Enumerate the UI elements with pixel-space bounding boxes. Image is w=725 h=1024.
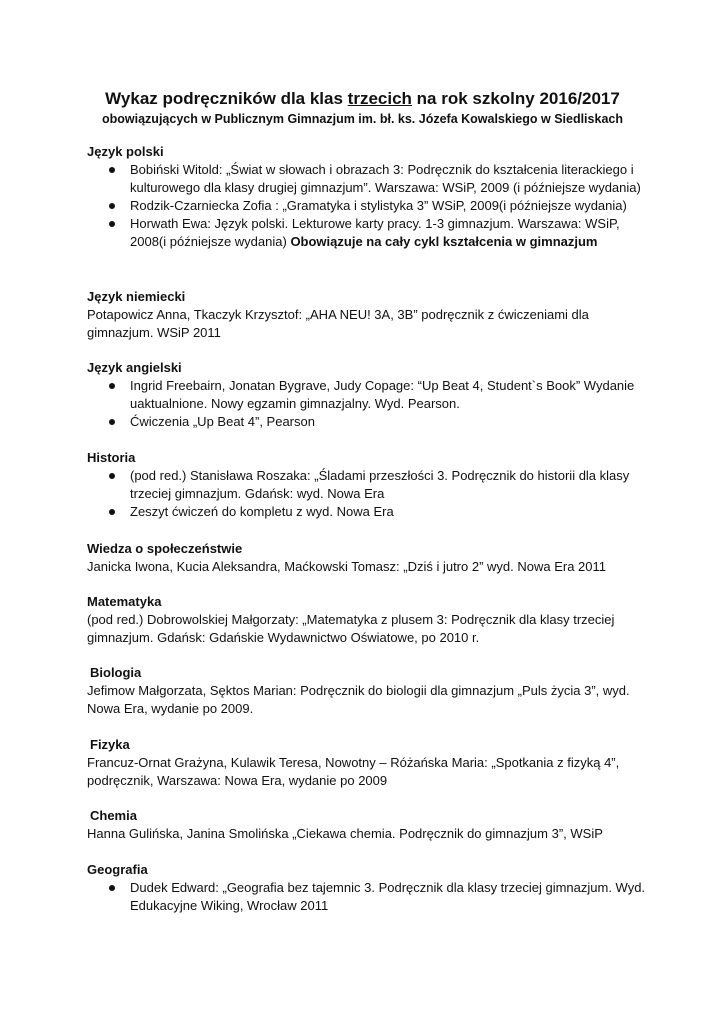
section-heading: Wiedza o społeczeństwie	[87, 541, 243, 556]
bullet-icon	[109, 473, 115, 479]
section-historia	[87, 449, 647, 521]
section-text: Jefimow Małgorzata, Sęktos Marian: Podręcznik do biologii dla gimnazjum „Puls życia 3”, wyd. Nowa Era, wydanie po 2009.	[87, 683, 630, 716]
list-item	[87, 215, 647, 251]
list-item	[87, 377, 647, 413]
list-item	[87, 879, 647, 915]
list-item-text: Ćwiczenia „Up Beat 4”, Pearson	[130, 414, 315, 429]
section-wiedza-o-spoleczenstwie	[87, 540, 647, 576]
section-heading: Język angielski	[87, 360, 182, 375]
bullet-list	[87, 161, 647, 251]
bullet-icon	[109, 509, 115, 515]
bullet-icon	[109, 221, 115, 227]
section-heading: Język polski	[87, 144, 164, 159]
bullet-list	[87, 467, 647, 521]
list-item-text: Rodzik-Czarniecka Zofia : „Gramatyka i stylistyka 3” WSiP, 2009(i późniejsze wydania)	[130, 198, 627, 213]
list-item	[87, 413, 647, 431]
section-jezyk-niemiecki	[87, 288, 647, 342]
section-matematyka	[87, 593, 647, 647]
list-item	[87, 503, 647, 521]
list-item-text: Bobiński Witold: „Świat w słowach i obrazach 3: Podręcznik do kształcenia literackiego i kulturowego dla klasy drugiej gimnazjum”. Warszawa: WSiP, 2009 (i późniejsze wydania)	[130, 162, 641, 195]
bullet-icon	[109, 383, 115, 389]
section-text: (pod red.) Dobrowolskiej Małgorzaty: „Matematyka z plusem 3: Podręcznik dla klasy trzeciej gimnazjum. Gdańsk: Gdańskie Wydawnictwo Oświatowe, po 2010 r.	[87, 612, 615, 645]
list-item	[87, 197, 647, 215]
bullet-icon	[109, 885, 115, 891]
bullet-icon	[109, 167, 115, 173]
list-item-text: Horwath Ewa: Język polski. Lekturowe karty pracy. 1-3 gimnazjum. Warszawa: WSiP, 2008(i późniejsze wydania)	[130, 216, 620, 249]
title-underlined-word: trzecich	[347, 89, 412, 108]
title-part-1: Wykaz podręczników dla klas	[105, 89, 348, 108]
section-text: Janicka Iwona, Kucia Aleksandra, Maćkowski Tomasz: „Dziś i jutro 2” wyd. Nowa Era 2011	[87, 559, 607, 574]
list-item-text: Ingrid Freebairn, Jonatan Bygrave, Judy Copage: “Up Beat 4, Student`s Book” Wydanie uaktualnione. Nowy egzamin gimnazjalny. Wyd. Pearson.	[130, 378, 635, 411]
section-text: Hanna Gulińska, Janina Smolińska „Ciekawa chemia. Podręcznik do gimnazjum 3”, WSiP	[87, 826, 603, 841]
section-jezyk-polski	[87, 143, 647, 251]
bullet-icon	[109, 203, 115, 209]
list-item-bold-note: Obowiązuje na cały cykl kształcenia w gimnazjum	[290, 234, 598, 249]
list-item-text: (pod red.) Stanisława Roszaka: „Śladami przeszłości 3. Podręcznik do historii dla klasy trzeciej gimnazjum. Gdańsk: wyd. Nowa Era	[130, 468, 630, 501]
section-heading: Fizyka	[90, 737, 130, 752]
section-biologia	[87, 664, 647, 718]
section-heading: Geografia	[87, 862, 148, 877]
section-fizyka	[87, 736, 647, 790]
section-heading: Język niemiecki	[87, 289, 186, 304]
section-heading: Matematyka	[87, 594, 162, 609]
bullet-icon	[109, 419, 115, 425]
title-part-2: na rok szkolny 2016/2017	[411, 89, 620, 108]
section-chemia	[87, 807, 647, 843]
section-heading: Chemia	[90, 808, 137, 823]
bullet-list	[87, 377, 647, 431]
section-heading: Historia	[87, 450, 136, 465]
list-item	[87, 467, 647, 503]
list-item-text: Dudek Edward: „Geografia bez tajemnic 3. Podręcznik dla klasy trzeciej gimnazjum. Wyd. Edukacyjne Wiking, Wrocław 2011	[130, 880, 646, 913]
document-title	[0, 88, 725, 110]
bullet-list	[87, 879, 647, 915]
document-subtitle: obowiązujących w Publicznym Gimnazjum im. bł. ks. Józefa Kowalskiego w Siedliskach	[102, 112, 623, 126]
section-text: Francuz-Ornat Grażyna, Kulawik Teresa, Nowotny – Różańska Maria: „Spotkania z fizyką 4”, podręcznik, Warszawa: Nowa Era, wydanie po 2009	[87, 755, 620, 788]
list-item	[87, 161, 647, 197]
section-jezyk-angielski	[87, 359, 647, 431]
section-geografia	[87, 861, 647, 915]
list-item-text: Zeszyt ćwiczeń do kompletu z wyd. Nowa Era	[130, 504, 394, 519]
section-text: Potapowicz Anna, Tkaczyk Krzysztof: „AHA NEU! 3A, 3B” podręcznik z ćwiczeniami dla gimnazjum. WSiP 2011	[87, 307, 589, 340]
section-heading: Biologia	[90, 665, 142, 680]
